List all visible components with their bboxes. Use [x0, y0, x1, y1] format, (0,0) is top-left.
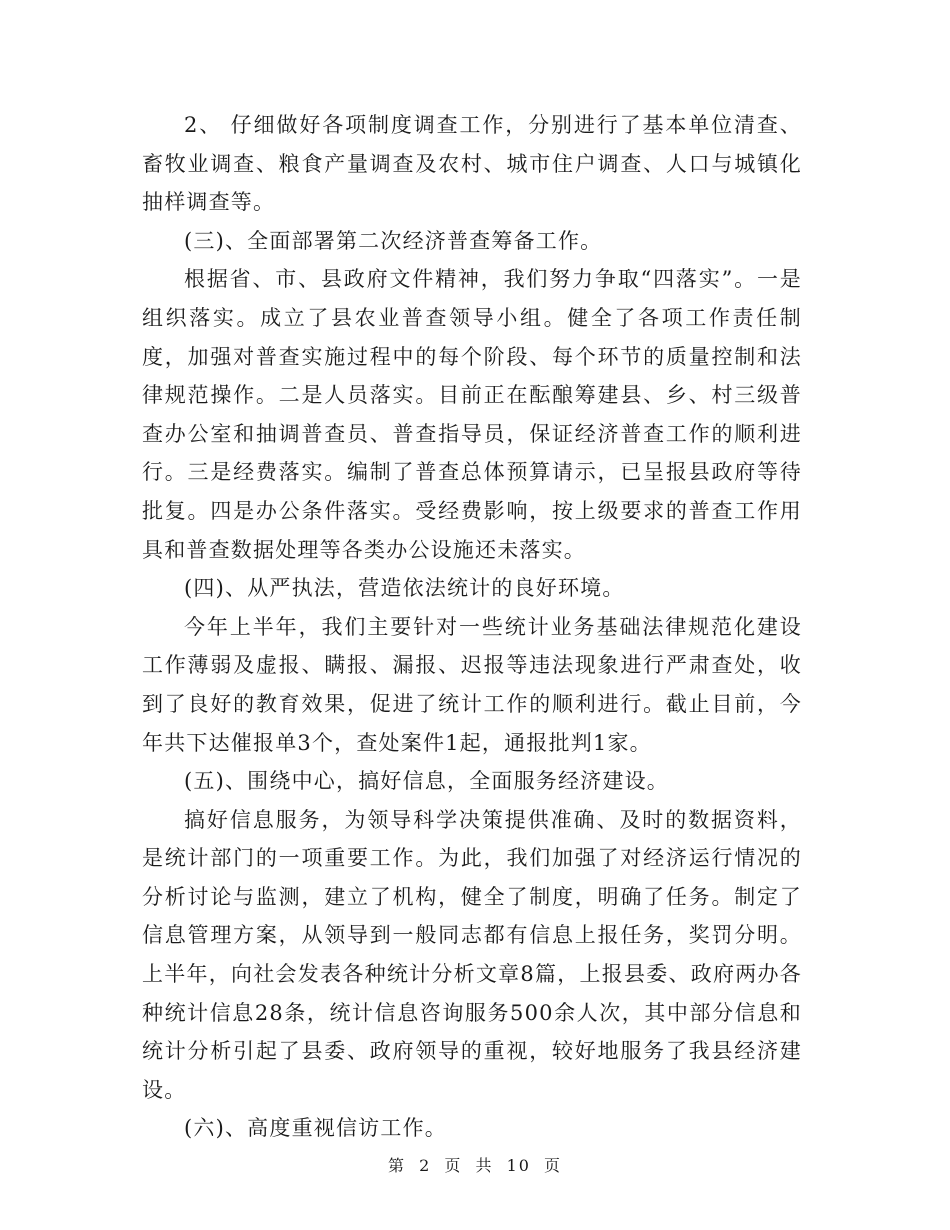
section-heading-3: (三)、全面部署第二次经济普查筹备工作。 — [184, 228, 603, 253]
footer-current-page: 2 — [419, 1156, 432, 1175]
footer-suffix: 页 — [544, 1156, 563, 1175]
paragraph-information-service: 搞好信息服务，为领导科学决策提供准确、及时的数据资料，是统计部门的一项重要工作。为此，我们加强了对经济运行情况的分析讨论与监测，建立了机构，健全了制度，明确了任务。制定了信息管理方案，从领导到一般同志都有信息上报任务，奖罚分明。上半年，向社会发表各种统计分析文章8篇，上报县委、政府两办各种统计信息28条，统计信息咨询服务500余人次，其中部分信息和统计分析引起了县委、政府领导的重视，较好地服务了我县经济建设。 — [142, 807, 802, 1102]
section-heading-6: (六)、高度重视信访工作。 — [184, 1116, 447, 1141]
footer-total-word: 共 — [475, 1156, 494, 1175]
document-body — [142, 106, 802, 1148]
footer-total-pages: 10 — [506, 1156, 531, 1175]
page-footer — [0, 1153, 950, 1176]
footer-page-word: 页 — [444, 1156, 463, 1175]
paragraph-law-enforcement: 今年上半年，我们主要针对一些统计业务基础法律规范化建设工作薄弱及虚报、瞒报、漏报、迟报等违法现象进行严肃查处，收到了良好的教育效果，促进了统计工作的顺利进行。截止目前，今年共下达催报单3个，查处案件1起，通报批判1家。 — [142, 614, 802, 755]
footer-prefix: 第 — [387, 1156, 406, 1175]
section-heading-5: (五)、围绕中心，搞好信息，全面服务经济建设。 — [184, 769, 669, 794]
paragraph-survey-work: 2、 仔细做好各项制度调查工作，分别进行了基本单位清查、畜牧业调查、粮食产量调查及农村、城市住户调查、人口与城镇化抽样调查等。 — [142, 113, 802, 215]
section-heading-4: (四)、从严执法，营造依法统计的良好环境。 — [184, 576, 625, 601]
paragraph-four-implementations: 根据省、市、县政府文件精神，我们努力争取“四落实”。一是组织落实。成立了县农业普查领导小组。健全了各项工作责任制度，加强对普查实施过程中的每个阶段、每个环节的质量控制和法律规范操作。二是人员落实。目前正在酝酿筹建县、乡、村三级普查办公室和抽调普查员、普查指导员，保证经济普查工作的顺利进行。三是经费落实。编制了普查总体预算请示，已呈报县政府等待批复。四是办公条件落实。受经费影响，按上级要求的普查工作用具和普查数据处理等各类办公设施还未落实。 — [142, 267, 802, 562]
